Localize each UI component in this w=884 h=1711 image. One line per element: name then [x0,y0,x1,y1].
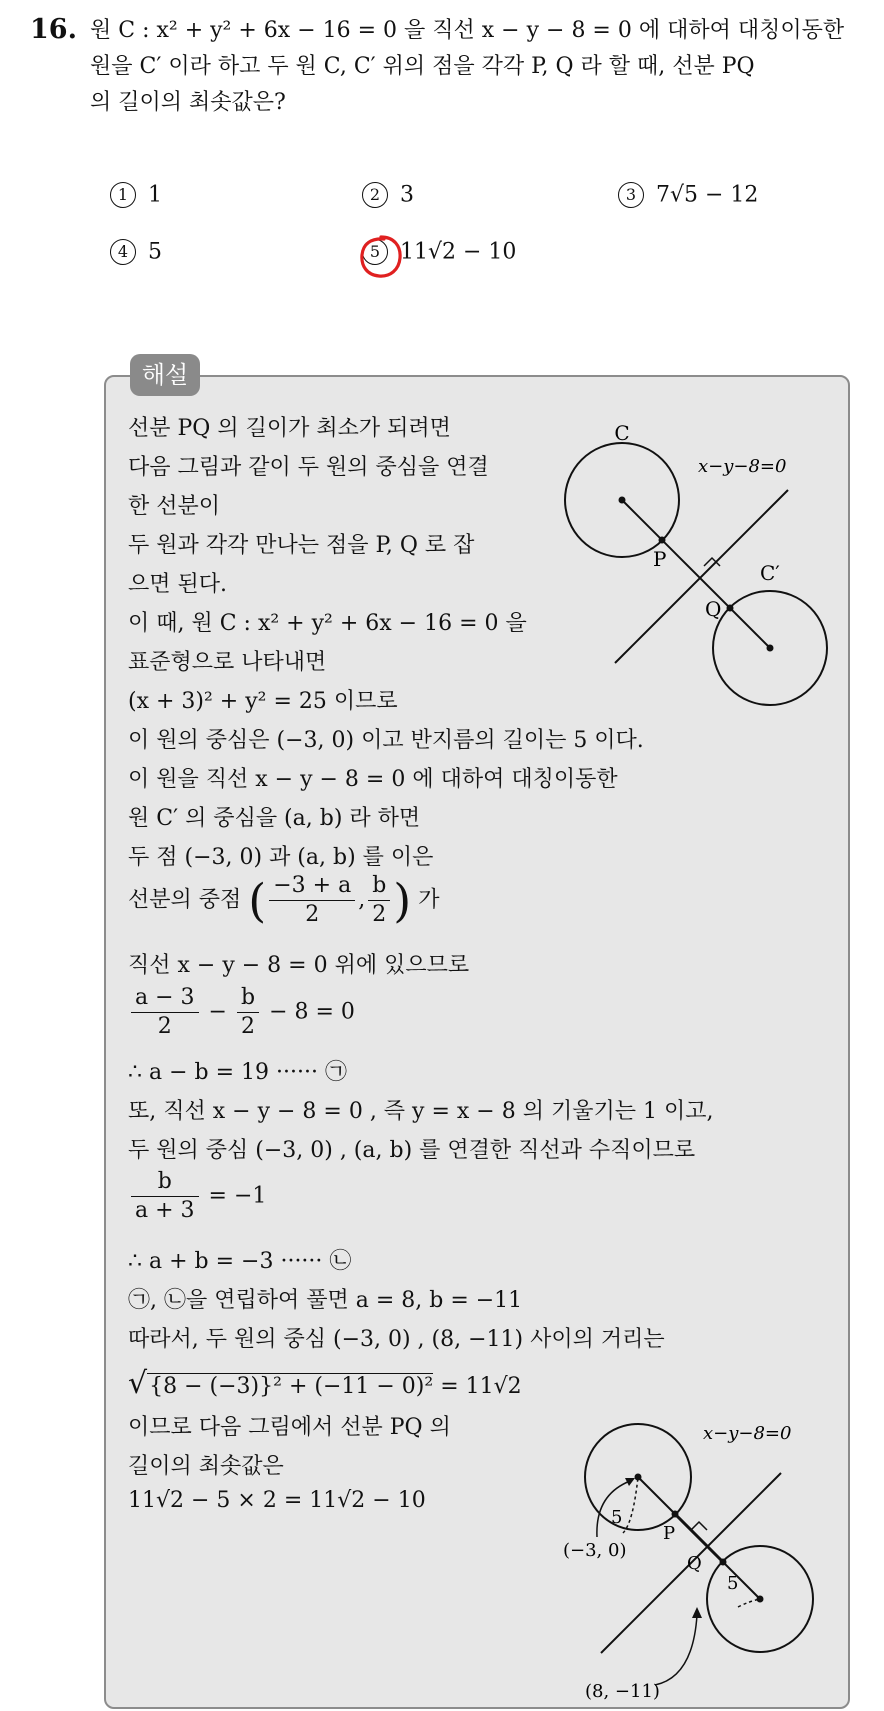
center-arrow [655,1615,697,1685]
diagram-1-circles [560,420,840,710]
question-line-1: 원 C : x² + y² + 6x − 16 = 0 을 직선 x − y − 8 = 0 에 대하여 대칭이동한 [90,18,845,43]
label-c-prime: C′ [760,561,780,585]
solution-line: ∴ a + b = −3 ······ ㉡ [128,1249,352,1274]
choice-mark: 2 [362,182,388,208]
solution-line-midpoint: 선분의 중점 ( $\frac{-3 + a}{2}$ , $\frac{b}{2}$ ) 가 [128,873,440,928]
radius-dashes [738,1599,760,1607]
choice-text: 11√2 − 10 [400,239,517,265]
choice-mark: 4 [110,239,136,265]
solution-line: 이 원의 중심은 (−3, 0) 이고 반지름의 길이는 5 이다. [128,728,644,753]
solution-line-equation: $\frac{a - 3}{2}$ − $\frac{b}{2}$ − 8 = 0 [128,984,355,1041]
solution-line: ㉠, ㉡을 연립하여 풀면 a = 8, b = −11 [128,1288,523,1313]
choice-mark: 3 [618,182,644,208]
center-point [757,1596,764,1603]
solution-line: 이므로 다음 그림에서 선분 PQ 의 [128,1415,451,1440]
center-point [635,1474,642,1481]
choice-text: 3 [400,182,414,208]
solution-line: 선분 PQ 의 길이가 최소가 되려면 [128,416,451,441]
solution-line: (x + 3)² + y² = 25 이므로 [128,689,398,714]
solution-line-distance: √{8 − (−3)}² + (−11 − 0)² = 11√2 [128,1366,522,1401]
solution-line: 이 원을 직선 x − y − 8 = 0 에 대하여 대칭이동한 [128,767,618,792]
point-p [659,537,666,544]
answer-circle-mark [358,234,404,280]
question-line-2: 원을 C′ 이라 하고 두 원 C, C′ 위의 점을 각각 P, Q 라 할 때, 선분 PQ [90,54,755,79]
radicand: {8 − (−3)}² + (−11 − 0)² [149,1374,434,1399]
solution-line: 한 선분이 [128,494,221,519]
solution-tag: 해설 [130,354,200,396]
question-line-3: 의 길이의 최솟값은? [90,90,286,115]
center-label-2: (8, −11) [585,1681,660,1702]
label-q: Q [687,1553,702,1574]
solution-text: 가 [418,887,440,913]
choice-3[interactable] [618,182,758,208]
solution-text: = −1 [208,1183,267,1209]
solution-line: 두 원의 중심 (−3, 0) , (a, b) 를 연결한 직선과 수직이므로 [128,1138,696,1163]
radius-label: 5 [727,1573,739,1594]
solution-line: 길이의 최솟값은 [128,1454,284,1479]
fraction: $\frac{-3 + a}{2}$ [269,872,355,929]
label-q: Q [705,597,722,621]
point-q [720,1559,727,1566]
radius-label: 5 [611,1507,623,1528]
solution-line: 직선 x − y − 8 = 0 위에 있으므로 [128,953,470,978]
choice-text: 1 [148,182,162,208]
choice-mark: 5 [362,239,388,265]
label-c: C [614,421,630,445]
solution-line-slope [128,1168,266,1225]
solution-line: 두 점 (−3, 0) 과 (a, b) 를 이은 [128,845,434,870]
fraction: $\frac{b}{a + 3}$ [131,1168,199,1225]
center-point [619,497,626,504]
fraction: $\frac{a - 3}{2}$ [131,984,199,1041]
fraction: $\frac{b}{2}$ [237,984,259,1041]
center-segment [622,500,770,648]
label-p: P [663,1523,676,1544]
choice-mark: 1 [110,182,136,208]
choice-1[interactable] [110,182,162,208]
solution-text: 선분의 중점 [128,887,242,913]
solution-line: 원 C′ 의 중심을 (a, b) 라 하면 [128,806,421,831]
solution-line: 으면 된다. [128,572,227,597]
solution-line: 11√2 − 5 × 2 = 11√2 − 10 [128,1488,426,1513]
arrow-head [692,1607,702,1618]
question-number: 16. [30,14,77,45]
diagram-2-circles [555,1415,845,1705]
right-angle-mark [691,1522,707,1530]
fraction: $\frac{b}{2}$ [368,872,390,929]
solution-line: 두 원과 각각 만나는 점을 P, Q 로 잡 [128,533,475,558]
point-q [727,605,734,612]
choice-2[interactable] [362,182,414,208]
solution-line: 또, 직선 x − y − 8 = 0 , 즉 y = x − 8 의 기울기는 1 이고, [128,1099,714,1124]
choice-text: 5 [148,239,162,265]
radius-dashes [623,1477,638,1533]
choice-text: 7√5 − 12 [656,182,759,208]
solution-line: 표준형으로 나타내면 [128,650,327,675]
center-point [767,645,774,652]
solution-line: 다음 그림과 같이 두 원의 중심을 연결 [128,455,489,480]
solution-line: ∴ a − b = 19 ······ ㉠ [128,1060,347,1085]
point-p [672,1511,679,1518]
solution-line: 따라서, 두 원의 중심 (−3, 0) , (8, −11) 사이의 거리는 [128,1327,665,1352]
solution-text: = 11√2 [440,1374,522,1399]
label-p: P [653,547,667,571]
solution-text: − 8 = 0 [269,999,355,1025]
center-label-1: (−3, 0) [563,1540,627,1561]
line-label: x−y−8=0 [703,1423,792,1444]
line-label: x−y−8=0 [698,456,787,477]
choice-4[interactable] [110,239,162,265]
solution-line: 이 때, 원 C : x² + y² + 6x − 16 = 0 을 [128,611,527,636]
